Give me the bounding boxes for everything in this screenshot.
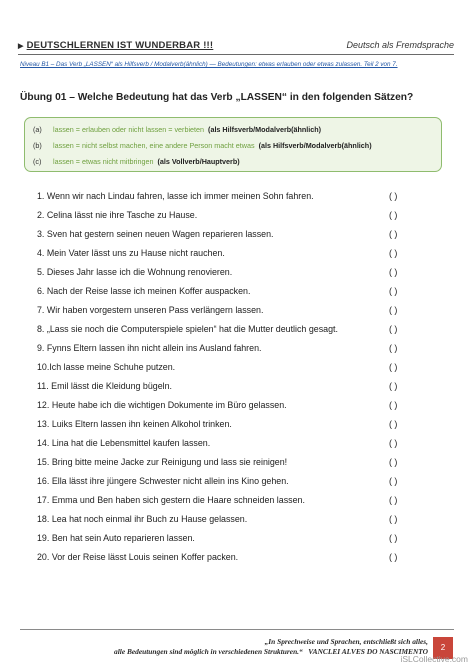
item-number: 10. bbox=[37, 362, 50, 372]
answer-blank[interactable]: ( ) bbox=[389, 248, 398, 258]
answer-blank[interactable]: ( ) bbox=[389, 400, 398, 410]
arrow-icon: ▶ bbox=[18, 43, 24, 50]
item-text: Bring bitte meine Jacke zur Reinigung und lass sie reinigen! bbox=[51, 457, 288, 467]
list-item bbox=[37, 400, 417, 410]
item-number: 17. bbox=[37, 495, 50, 505]
list-item bbox=[37, 191, 417, 201]
answer-blank[interactable]: ( ) bbox=[389, 229, 398, 239]
item-text: Fynns Eltern lassen ihn nicht allein ins Ausland fahren. bbox=[46, 343, 262, 353]
answer-blank[interactable]: ( ) bbox=[389, 210, 398, 220]
item-text: Luiks Eltern lassen ihn keinen Alkohol trinken. bbox=[51, 419, 232, 429]
answer-blank[interactable]: ( ) bbox=[389, 324, 398, 334]
item-number: 9. bbox=[37, 343, 45, 353]
brand-title bbox=[18, 40, 213, 51]
legend-tag: (als Hilfsverb/Modalverb(ähnlich) bbox=[208, 125, 322, 134]
answer-blank[interactable]: ( ) bbox=[389, 552, 398, 562]
item-text: Emil lässt die Kleidung bügeln. bbox=[51, 381, 173, 391]
list-item bbox=[37, 514, 417, 524]
list-item bbox=[37, 343, 417, 353]
page-number: 2 bbox=[433, 637, 453, 659]
list-item bbox=[37, 267, 417, 277]
legend-definition: lassen = erlauben oder nicht lassen = verbieten bbox=[53, 125, 205, 134]
item-text: Lina hat die Lebensmittel kaufen lassen. bbox=[51, 438, 211, 448]
list-item bbox=[37, 210, 417, 220]
list-item bbox=[37, 286, 417, 296]
item-number: 16. bbox=[37, 476, 50, 486]
list-item bbox=[37, 419, 417, 429]
legend-tag: (als Hilfsverb/Modalverb(ähnlich) bbox=[258, 141, 372, 150]
item-text: Lea hat noch einmal ihr Buch zu Hause gelassen. bbox=[51, 514, 248, 524]
quote-author: VANCLEI ALVES DO NASCIMENTO bbox=[308, 647, 428, 656]
answer-blank[interactable]: ( ) bbox=[389, 533, 398, 543]
list-item bbox=[37, 229, 417, 239]
legend-definition: lassen = nicht selbst machen, eine andere Person macht etwas bbox=[53, 141, 255, 150]
answer-blank[interactable]: ( ) bbox=[389, 267, 398, 277]
answer-blank[interactable]: ( ) bbox=[389, 476, 398, 486]
meanings-legend bbox=[24, 117, 442, 172]
answer-blank[interactable]: ( ) bbox=[389, 514, 398, 524]
list-item bbox=[37, 438, 417, 448]
legend-marker: (c) bbox=[33, 157, 42, 166]
item-text: Vor der Reise lässt Louis seinen Koffer packen. bbox=[51, 552, 239, 562]
item-text: Nach der Reise lasse ich meinen Koffer auspacken. bbox=[46, 286, 251, 296]
list-item bbox=[37, 324, 417, 334]
answer-blank[interactable]: ( ) bbox=[389, 305, 398, 315]
list-item bbox=[37, 476, 417, 486]
watermark[interactable]: iSLCollective.com bbox=[400, 654, 468, 664]
list-item bbox=[37, 552, 417, 562]
item-text: „Lass sie noch die Computerspiele spielen“ hat die Mutter deutlich gesagt. bbox=[46, 324, 338, 334]
legend-row-c bbox=[33, 157, 240, 166]
answer-blank[interactable]: ( ) bbox=[389, 286, 398, 296]
item-text: Ben hat sein Auto reparieren lassen. bbox=[51, 533, 195, 543]
list-item bbox=[37, 248, 417, 258]
item-number: 20. bbox=[37, 552, 50, 562]
footer-divider bbox=[20, 629, 454, 630]
list-item bbox=[37, 457, 417, 467]
item-number: 2. bbox=[37, 210, 45, 220]
list-item bbox=[37, 362, 417, 372]
footer-quote bbox=[114, 637, 428, 657]
item-text: Ich lasse meine Schuhe putzen. bbox=[49, 362, 176, 372]
quote-line-1: „In Sprechweise und Sprachen, entschließt sich alles, bbox=[264, 637, 428, 646]
item-number: 5. bbox=[37, 267, 45, 277]
item-number: 11. bbox=[37, 381, 49, 391]
item-text: Wir haben vorgestern unseren Pass verlängern lassen. bbox=[46, 305, 264, 315]
list-item bbox=[37, 495, 417, 505]
list-item bbox=[37, 381, 417, 391]
list-item bbox=[37, 305, 417, 315]
legend-row-a bbox=[33, 125, 321, 134]
item-number: 7. bbox=[37, 305, 45, 315]
answer-blank[interactable]: ( ) bbox=[389, 362, 398, 372]
answer-blank[interactable]: ( ) bbox=[389, 438, 398, 448]
item-text: Celina lässt nie ihre Tasche zu Hause. bbox=[46, 210, 198, 220]
item-text: Mein Vater lässt uns zu Hause nicht rauchen. bbox=[46, 248, 225, 258]
item-text: Ella lässt ihre jüngere Schwester nicht allein ins Kino gehen. bbox=[51, 476, 289, 486]
item-number: 6. bbox=[37, 286, 45, 296]
answer-blank[interactable]: ( ) bbox=[389, 419, 398, 429]
item-text: Sven hat gestern seinen neuen Wagen reparieren lassen. bbox=[46, 229, 274, 239]
item-text: Heute habe ich die wichtigen Dokumente im Büro gelassen. bbox=[51, 400, 287, 410]
item-number: 3. bbox=[37, 229, 45, 239]
item-text: Wenn wir nach Lindau fahren, lasse ich immer meinen Sohn fahren. bbox=[46, 191, 314, 201]
legend-definition: lassen = etwas nicht mitbringen bbox=[53, 157, 154, 166]
item-number: 8. bbox=[37, 324, 45, 334]
legend-row-b bbox=[33, 141, 372, 150]
answer-blank[interactable]: ( ) bbox=[389, 457, 398, 467]
item-number: 13. bbox=[37, 419, 50, 429]
quote-line-2 bbox=[114, 647, 428, 657]
item-number: 15. bbox=[37, 457, 50, 467]
brand-text: DEUTSCHLERNEN IST WUNDERBAR !!! bbox=[26, 40, 214, 51]
legend-tag: (als Vollverb/Hauptverb) bbox=[157, 157, 240, 166]
list-item bbox=[37, 533, 417, 543]
item-number: 1. bbox=[37, 191, 45, 201]
exercise-title: Übung 01 – Welche Bedeutung hat das Verb „LASSEN“ in den folgenden Sätzen? bbox=[20, 92, 414, 103]
item-number: 19. bbox=[37, 533, 50, 543]
subject-label: Deutsch als Fremdsprache bbox=[346, 40, 454, 50]
item-number: 14. bbox=[37, 438, 50, 448]
item-number: 4. bbox=[37, 248, 45, 258]
level-description: Niveau B1 – Das Verb „LASSEN“ als Hilfsverb / Modalverb(ähnlich) — Bedeutungen: etwas erlauben oder etwas zulassen. Teil 2 von 7. bbox=[20, 61, 398, 68]
item-number: 18. bbox=[37, 514, 50, 524]
answer-blank[interactable]: ( ) bbox=[389, 495, 398, 505]
item-text: Emma und Ben haben sich gestern die Haare schneiden lassen. bbox=[51, 495, 305, 505]
item-text: Dieses Jahr lasse ich die Wohnung renovieren. bbox=[46, 267, 233, 277]
quote-text: alle Bedeutungen sind möglich in verschiedenen Strukturen.“ bbox=[114, 647, 303, 656]
answer-blank[interactable]: ( ) bbox=[389, 343, 398, 353]
page-header bbox=[18, 40, 454, 55]
legend-marker: (b) bbox=[33, 141, 42, 150]
answer-blank[interactable]: ( ) bbox=[389, 191, 398, 201]
item-number: 12. bbox=[37, 400, 50, 410]
answer-blank[interactable]: ( ) bbox=[389, 381, 398, 391]
legend-marker: (a) bbox=[33, 125, 42, 134]
